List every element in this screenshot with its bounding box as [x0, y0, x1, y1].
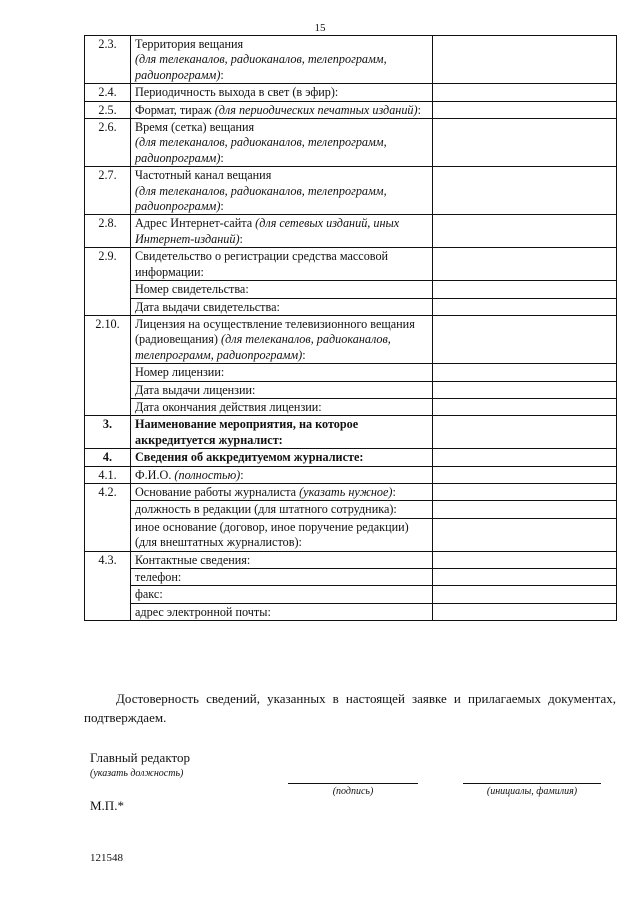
form-row	[85, 281, 617, 298]
row-label	[131, 298, 433, 315]
row-label	[131, 101, 433, 118]
row-label	[131, 569, 433, 586]
row-number: 2.8.	[85, 215, 131, 248]
field-label-text: Наименование мероприятия, на которое аккредитуется журналист:	[135, 417, 359, 447]
form-row	[85, 551, 617, 568]
form-row	[85, 586, 617, 603]
form-row	[85, 416, 617, 449]
row-label	[131, 36, 433, 84]
value-field[interactable]	[433, 483, 617, 500]
editor-title: Главный редактор	[90, 750, 190, 765]
form-row	[85, 298, 617, 315]
value-field[interactable]	[433, 315, 617, 363]
row-label	[131, 84, 433, 101]
field-label-text: Дата выдачи свидетельства:	[135, 299, 280, 314]
row-number: 2.10.	[85, 315, 131, 415]
row-label	[131, 398, 433, 415]
value-field[interactable]	[433, 466, 617, 483]
row-number: 2.4.	[85, 84, 131, 101]
row-label	[131, 315, 433, 363]
form-row	[85, 483, 617, 500]
field-label-text: Сведения об аккредитуемом журналисте:	[135, 450, 364, 465]
form-row	[85, 569, 617, 586]
row-label	[131, 281, 433, 298]
field-label-text: иное основание (договор, иное поручение редакции) (для внештатных журналистов):	[135, 519, 409, 550]
row-label	[131, 483, 433, 500]
field-label-text: телефон:	[135, 570, 182, 584]
row-number: 2.6.	[85, 119, 131, 167]
field-label-text: Номер свидетельства:	[135, 282, 249, 297]
field-label-text: Лицензия на осуществление телевизионного вещания (радиовещания)	[135, 316, 415, 347]
form-row	[85, 364, 617, 381]
field-label-text: Формат, тираж	[135, 102, 215, 117]
form-row	[85, 398, 617, 415]
row-number: 4.2.	[85, 483, 131, 551]
document-code: 121548	[90, 852, 123, 864]
value-field[interactable]	[433, 215, 617, 248]
field-label-text: Номер лицензии:	[135, 365, 225, 380]
row-label	[131, 416, 433, 449]
row-number: 3.	[85, 416, 131, 449]
form-row	[85, 36, 617, 84]
field-hint: (для телеканалов, радиоканалов, телепрограмм, радиопрограмм)	[135, 135, 387, 165]
field-label-text: :	[220, 67, 224, 82]
value-field[interactable]	[433, 381, 617, 398]
value-field[interactable]	[433, 586, 617, 603]
field-label-text: :	[392, 484, 396, 499]
application-form-table	[84, 35, 617, 621]
stamp-label: М.П.*	[90, 798, 124, 813]
field-label-text: :	[302, 347, 306, 362]
editor-position-hint: (указать должность)	[90, 768, 184, 779]
row-label	[131, 364, 433, 381]
value-field[interactable]	[433, 101, 617, 118]
row-label	[131, 449, 433, 466]
field-label-text: Адрес Интернет-сайта	[135, 216, 256, 231]
row-number: 4.1.	[85, 466, 131, 483]
row-label	[131, 603, 433, 620]
row-number: 2.7.	[85, 167, 131, 215]
field-label-text: Территория вещания	[135, 37, 244, 51]
field-label-text: :	[240, 467, 244, 482]
row-label	[131, 215, 433, 248]
form-row	[85, 315, 617, 363]
field-hint: (для телеканалов, радиоканалов, телепрограмм, радиопрограмм)	[135, 332, 391, 362]
signature-line	[288, 783, 418, 784]
name-caption: (инициалы, фамилия)	[486, 786, 578, 797]
field-label-text: Дата выдачи лицензии:	[135, 382, 256, 397]
form-row	[85, 466, 617, 483]
value-field[interactable]	[433, 551, 617, 568]
field-label-text: Ф.И.О.	[135, 467, 175, 482]
field-hint: (для периодических печатных изданий)	[214, 102, 418, 117]
form-row	[85, 381, 617, 398]
field-hint: (для сетевых изданий, иных Интернет-изданий)	[135, 216, 400, 246]
value-field[interactable]	[433, 569, 617, 586]
field-label-text: Периодичность выхода в свет (в эфир):	[135, 85, 339, 100]
row-label	[131, 586, 433, 603]
value-field[interactable]	[433, 281, 617, 298]
form-row	[85, 101, 617, 118]
value-field[interactable]	[433, 416, 617, 449]
signature-caption: (подпись)	[332, 786, 374, 797]
field-label-text: :	[239, 231, 243, 246]
field-label-text: Дата окончания действия лицензии:	[135, 399, 322, 414]
field-label-text: Основание работы журналиста	[135, 484, 300, 499]
row-label	[131, 381, 433, 398]
form-row	[85, 167, 617, 215]
value-field[interactable]	[433, 298, 617, 315]
field-hint: (указать нужное)	[299, 484, 393, 499]
form-row	[85, 449, 617, 466]
value-field[interactable]	[433, 501, 617, 518]
field-hint: (для телеканалов, радиоканалов, телепрограмм, радиопрограмм)	[135, 183, 387, 214]
value-field[interactable]	[433, 603, 617, 620]
page-number: 15	[314, 22, 326, 34]
field-label-text: Контактные сведения:	[135, 552, 251, 567]
row-number: 2.5.	[85, 101, 131, 118]
name-line	[463, 783, 601, 784]
form-row	[85, 84, 617, 101]
row-label	[131, 551, 433, 568]
value-field[interactable]	[433, 364, 617, 381]
field-label-text: Время (сетка) вещания	[135, 120, 255, 135]
value-field[interactable]	[433, 84, 617, 101]
row-number: 4.3.	[85, 551, 131, 621]
row-label	[131, 518, 433, 551]
row-label	[131, 167, 433, 215]
field-label-text: должность в редакции (для штатного сотрудника):	[135, 502, 397, 517]
field-hint: (для телеканалов, радиоканалов, телепрограмм, радиопрограмм)	[135, 52, 387, 82]
form-row	[85, 501, 617, 518]
field-label-text: :	[417, 102, 421, 117]
field-label-text: факс:	[135, 587, 163, 602]
field-hint: (полностью)	[174, 467, 241, 482]
form-row	[85, 248, 617, 281]
row-label	[131, 119, 433, 167]
field-label-text: :	[220, 150, 224, 165]
field-label-text: Частотный канал вещания	[135, 168, 272, 183]
row-label	[131, 501, 433, 518]
row-label	[131, 248, 433, 281]
form-row	[85, 518, 617, 551]
row-number: 4.	[85, 449, 131, 466]
value-field[interactable]	[433, 248, 617, 281]
confirmation-text: Достоверность сведений, указанных в настоящей заявке и прилагаемых документах, подтверждаем.	[84, 691, 616, 725]
form-row	[85, 603, 617, 620]
value-field[interactable]	[433, 518, 617, 551]
field-label-text: адрес электронной почты:	[135, 604, 271, 619]
value-field[interactable]	[433, 398, 617, 415]
row-label	[131, 466, 433, 483]
row-number: 2.9.	[85, 248, 131, 316]
value-field[interactable]	[433, 449, 617, 466]
form-row	[85, 119, 617, 167]
row-number: 2.3.	[85, 36, 131, 84]
value-field[interactable]	[433, 119, 617, 167]
form-row	[85, 215, 617, 248]
field-label-text: Свидетельство о регистрации средства массовой информации:	[135, 249, 389, 279]
field-label-text: :	[220, 199, 224, 214]
value-field[interactable]	[433, 36, 617, 84]
value-field[interactable]	[433, 167, 617, 215]
